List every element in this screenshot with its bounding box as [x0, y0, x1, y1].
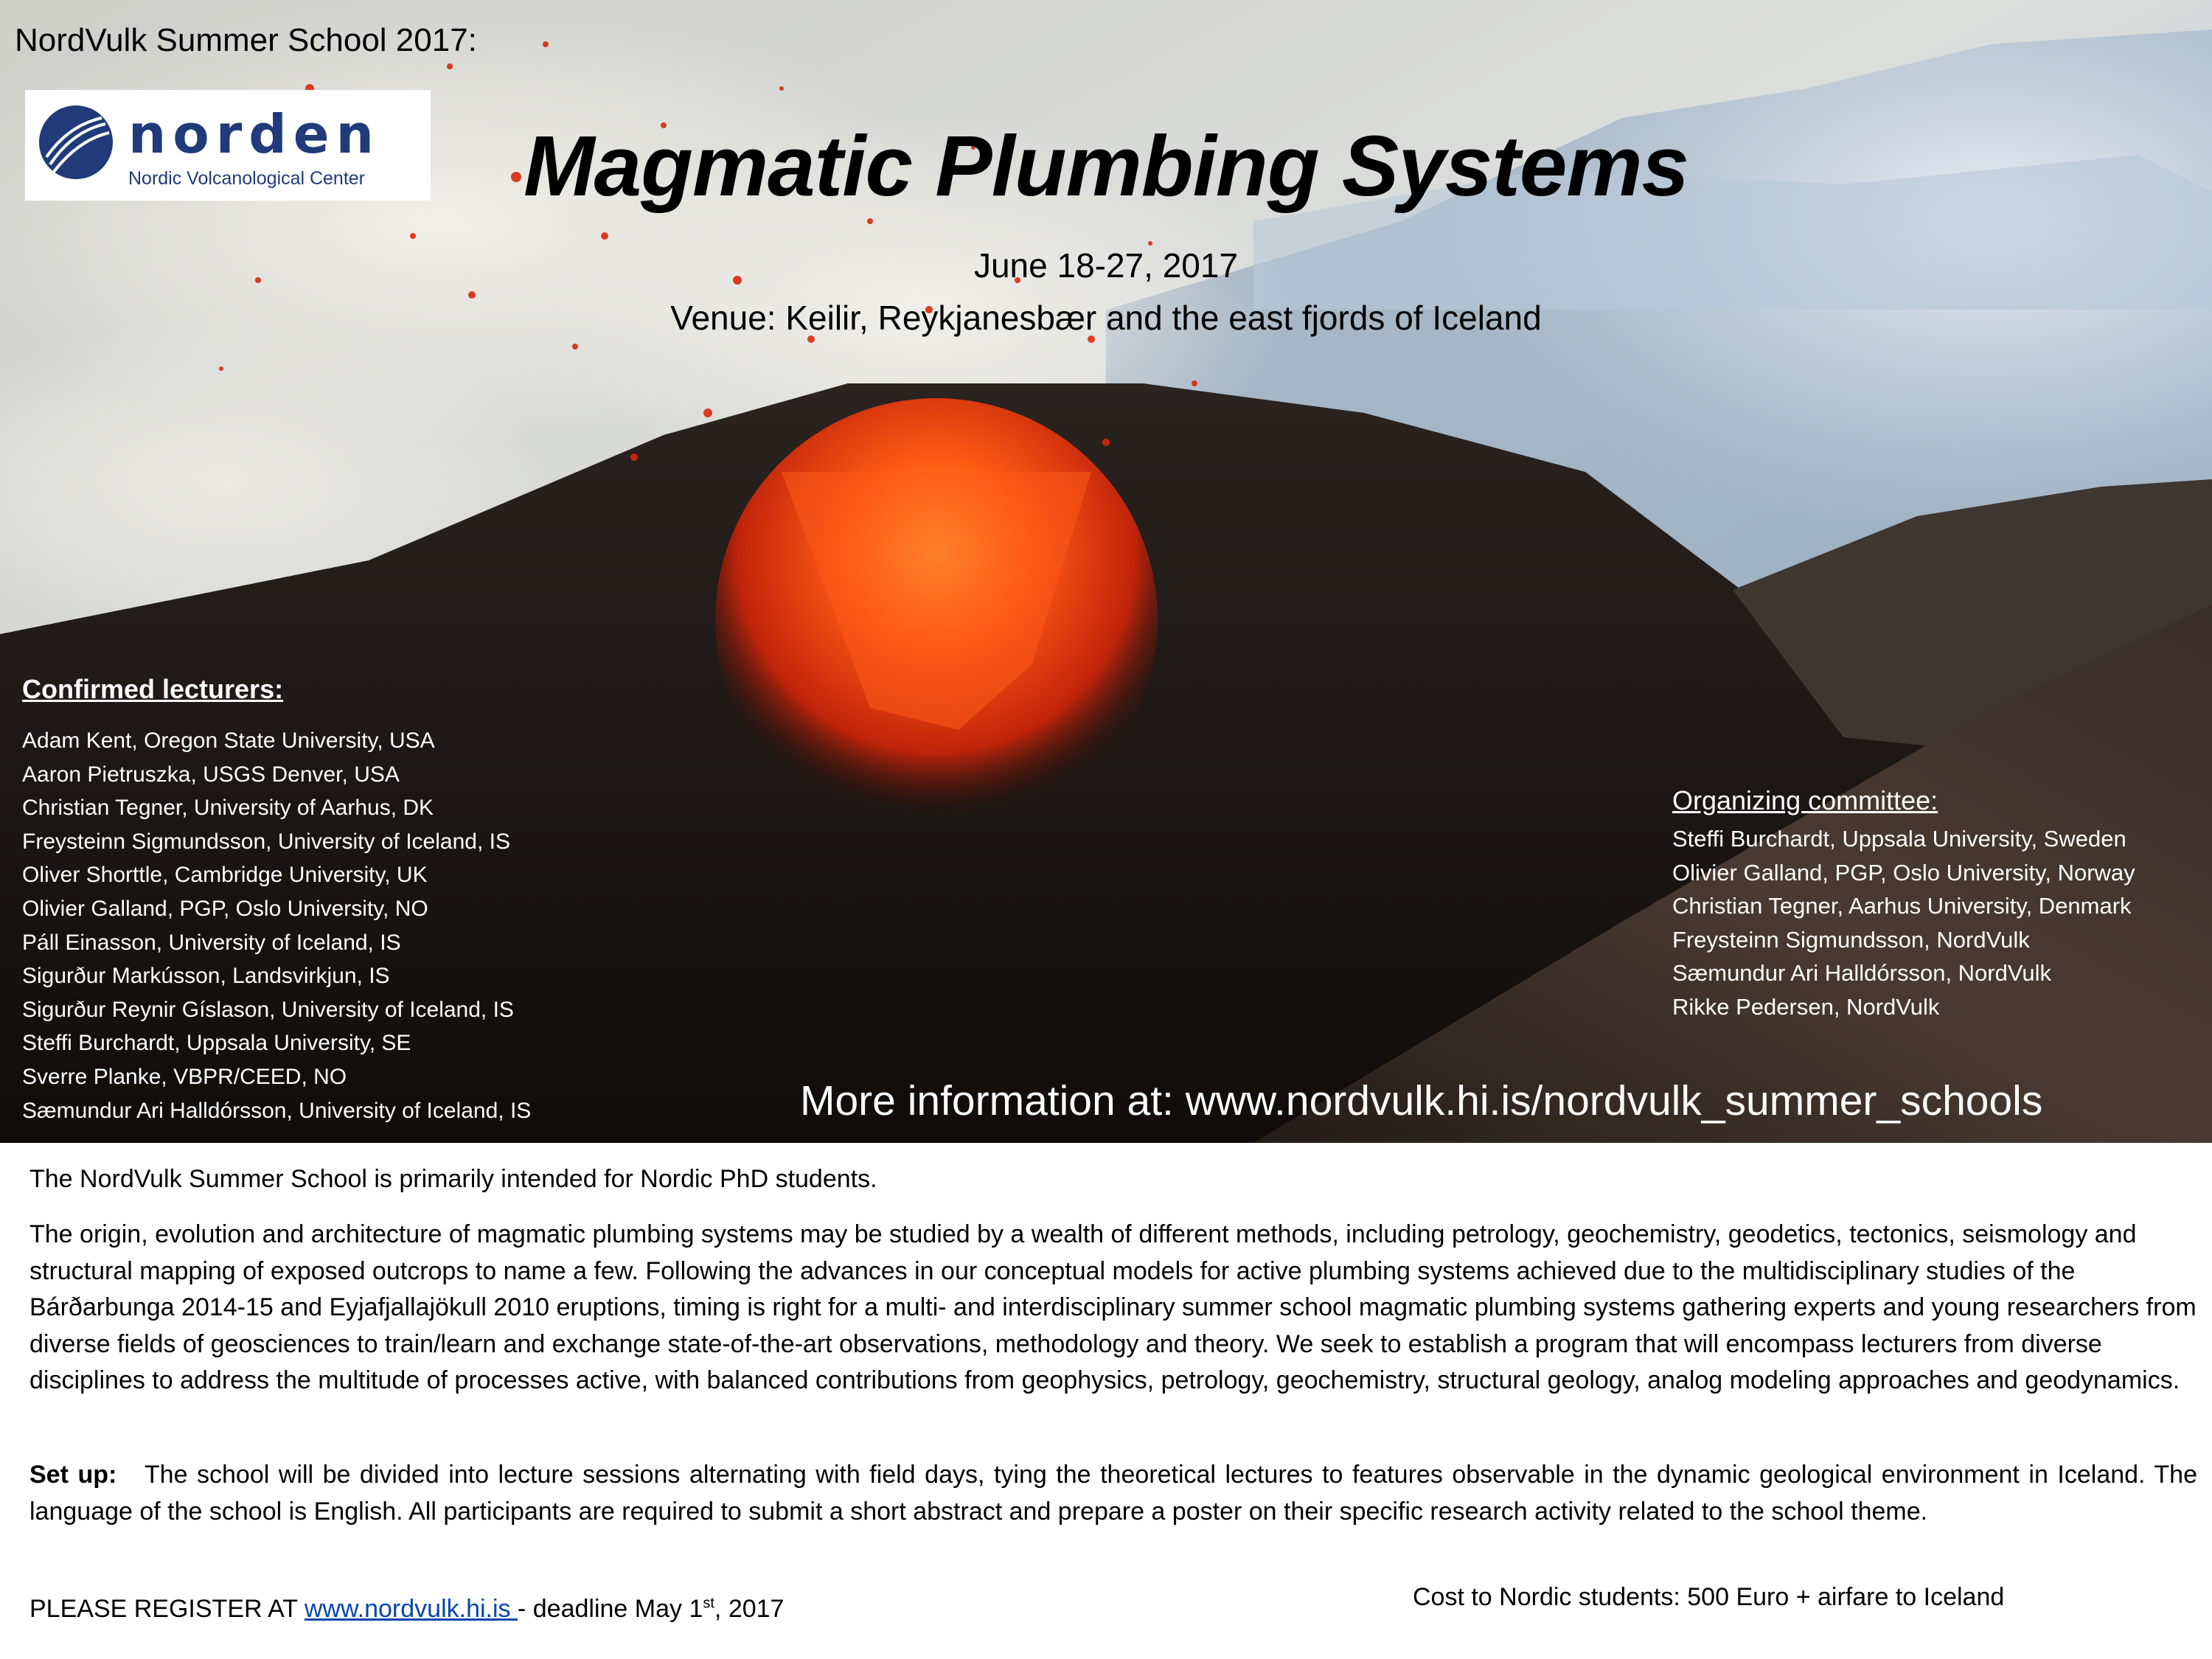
cost-note: Cost to Nordic students: 500 Euro + airfare to Iceland	[1413, 1583, 2005, 1611]
setup-text: The school will be divided into lecture sessions alternating with field days, tying the theoretical lectures to features observable in the dynamic geological environment in Iceland. The language of the school is English. All participants are required to submit a short abstract and prepare a poster on their specific research activity related to the school theme.	[29, 1461, 2197, 1526]
list-item: Aaron Pietruszka, USGS Denver, USA	[22, 762, 400, 787]
list-item: Olivier Galland, PGP, Oslo University, Norway	[1672, 859, 2135, 886]
list-item: Páll Einasson, University of Iceland, IS	[22, 930, 401, 955]
norden-logo	[25, 90, 431, 201]
list-item: Oliver Shorttle, Cambridge University, UK	[22, 863, 428, 888]
setup-label: Set up:	[29, 1461, 117, 1489]
intro-paragraph: The NordVulk Summer School is primarily intended for Nordic PhD students.	[29, 1165, 877, 1193]
list-item: Steffi Burchardt, Uppsala University, SE	[22, 1031, 411, 1056]
committee-list	[1672, 822, 2135, 1024]
event-dates: June 18-27, 2017	[973, 246, 1239, 285]
description-paragraph: The origin, evolution and architecture of magmatic plumbing systems may be studied by a wealth of different methods, including petrology, geochemistry, geodetics, tectonics, seismology and structural mapping of exposed outcrops to name a few. Following the advances in our conceptual models for active plumbing systems achieved due to the multidisciplinary studies of the Bárðarbunga 2014-15 and Eyjafjallajökull 2010 eruptions, timing is right for a multi- and interdisciplinary summer school magmatic plumbing systems gathering experts and young researchers from diverse fields of geosciences to train/learn and exchange state-of-the-art observations, methodology and theory. We seek to establish a program that will encompass lecturers from diverse disciplines to address the multitude of processes active, with balanced contributions from geophysics, petrology, geochemistry, structural geology, analog modeling approaches and geodynamics.	[29, 1220, 2197, 1394]
list-item: Christian Tegner, Aarhus University, Denmark	[1672, 893, 2132, 919]
main-title: Magmatic Plumbing Systems	[523, 118, 1689, 214]
list-item: Freysteinn Sigmundsson, NordVulk	[1672, 926, 2030, 953]
setup-paragraph	[29, 1457, 2197, 1530]
list-item: Christian Tegner, University of Aarhus, DK	[22, 796, 434, 821]
list-item: Sæmundur Ari Halldórsson, University of Iceland, IS	[22, 1098, 532, 1123]
register-link[interactable]: www.nordvulk.hi.is	[304, 1595, 518, 1623]
register-prefix: PLEASE REGISTER AT	[29, 1595, 305, 1623]
list-item: Olivier Galland, PGP, Oslo University, NO	[22, 896, 428, 921]
list-item: Adam Kent, Oregon State University, USA	[22, 728, 435, 753]
register-deadline: - deadline May 1	[517, 1595, 703, 1623]
register-deadline-sup: st	[703, 1595, 714, 1612]
register-deadline-year: , 2017	[714, 1595, 785, 1623]
list-item: Sigurður Markússon, Landsvirkjun, IS	[22, 964, 390, 989]
norden-globe-icon	[35, 102, 116, 183]
more-info-link[interactable]: More information at: www.nordvulk.hi.is/nordvulk_summer_schools	[800, 1077, 2043, 1124]
list-item: Freysteinn Sigmundsson, University of Iceland, IS	[22, 829, 510, 854]
list-item: Sverre Planke, VBPR/CEED, NO	[22, 1064, 347, 1089]
list-item: Sæmundur Ari Halldórsson, NordVulk	[1672, 960, 2052, 987]
list-item: Sigurður Reynir Gíslason, University of Iceland, IS	[22, 997, 514, 1022]
logo-subtitle: Nordic Volcanological Center	[128, 168, 366, 189]
list-item: Rikke Pedersen, NordVulk	[1672, 993, 1940, 1020]
register-line	[29, 1595, 784, 1624]
event-venue: Venue: Keilir, Reykjanesbær and the east fjords of Iceland	[670, 299, 1542, 337]
logo-wordmark: norden	[128, 103, 380, 165]
lecturers-heading: Confirmed lecturers:	[22, 674, 284, 704]
list-item: Steffi Burchardt, Uppsala University, Sweden	[1672, 826, 2126, 852]
school-title: NordVulk Summer School 2017:	[15, 22, 477, 58]
committee-heading: Organizing committee:	[1672, 785, 1938, 815]
lecturers-list	[22, 724, 531, 1127]
